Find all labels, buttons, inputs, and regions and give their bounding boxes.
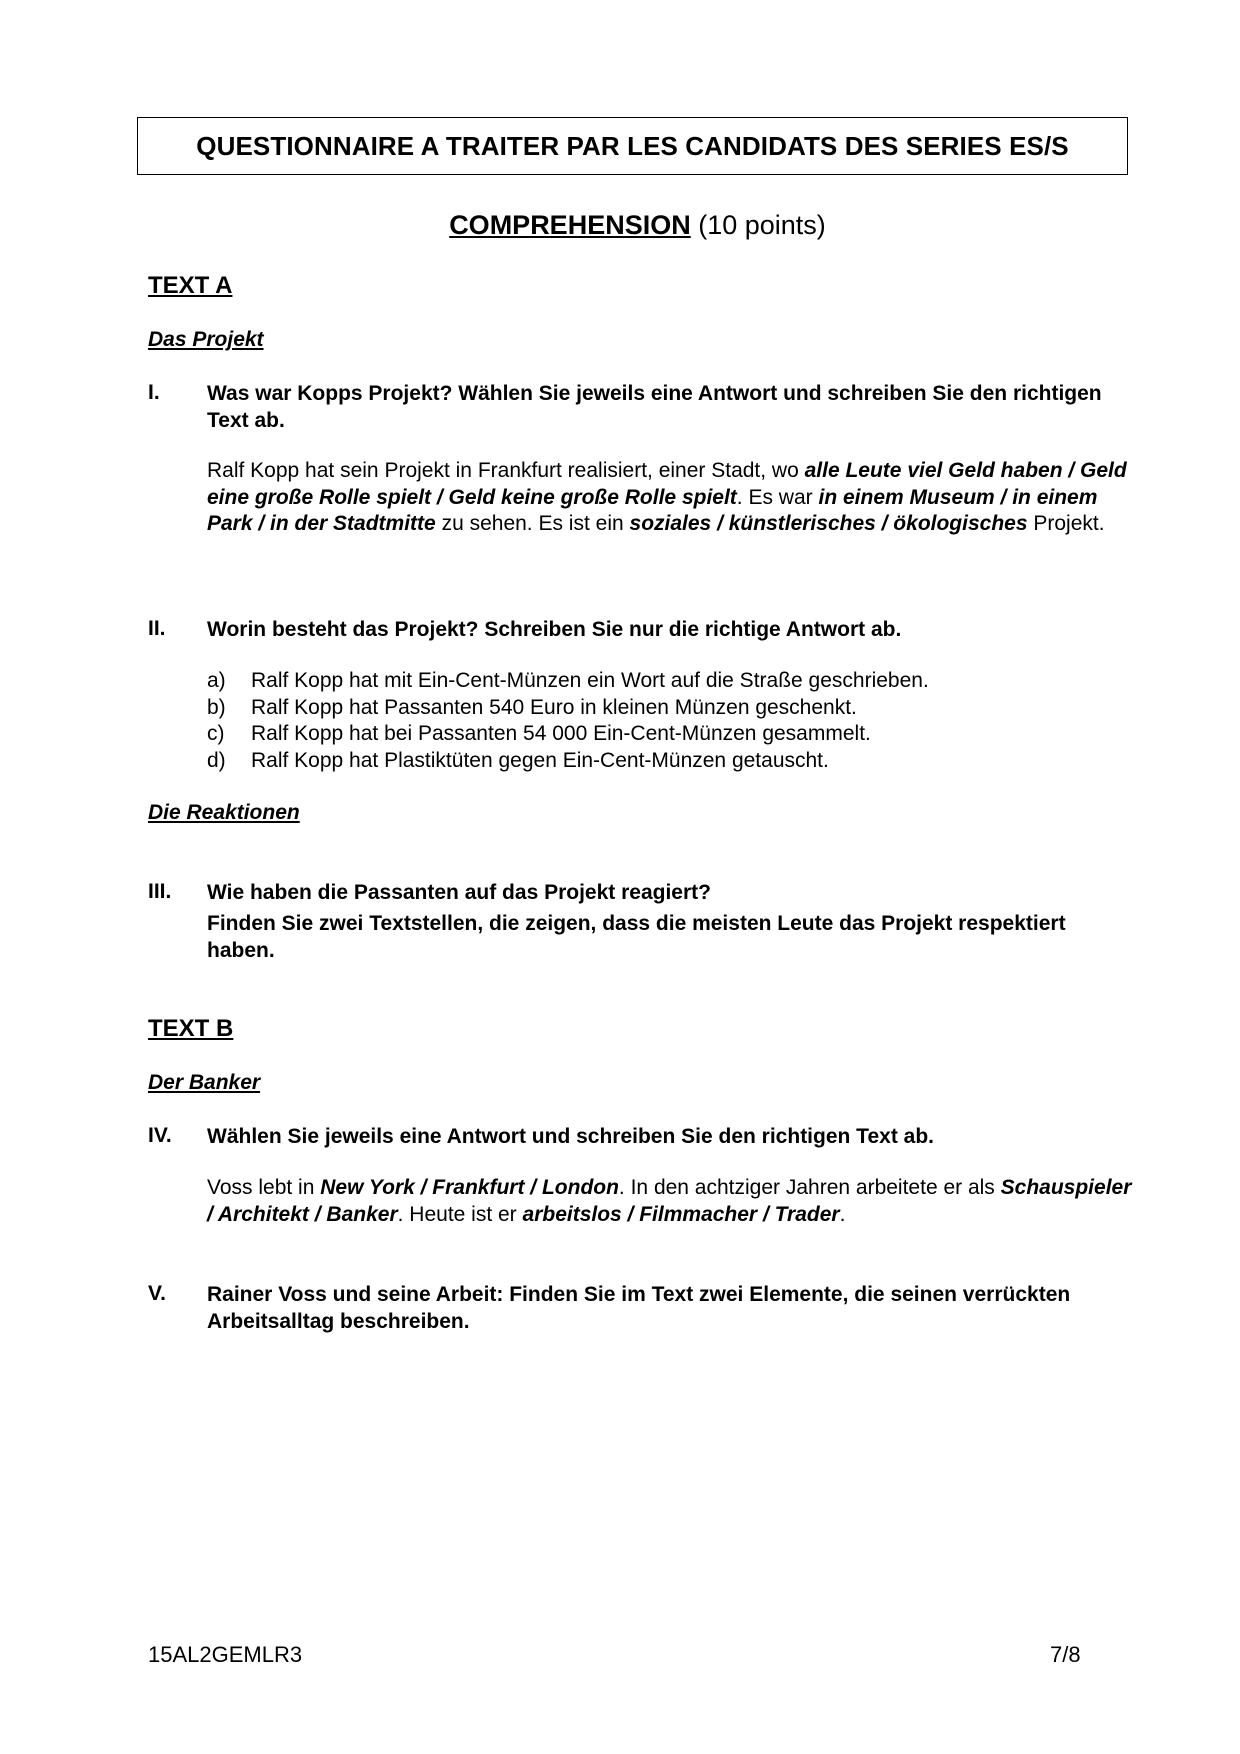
q1-text-part: zu sehen. Es ist ein [435, 512, 630, 535]
question-1-number: I. [148, 381, 160, 404]
question-4-number: IV. [148, 1124, 172, 1147]
question-3-line-2: Finden Sie zwei Textstellen, die zeigen, dass die meisten Leute das Projekt respektiert haben. [207, 912, 1066, 962]
option-a [207, 668, 929, 695]
q1-text-part: Ralf Kopp hat sein Projekt in Frankfurt realisiert, einer Stadt, wo [207, 459, 805, 482]
section-das-projekt: Das Projekt [148, 328, 264, 351]
comprehension-heading [0, 210, 1240, 241]
question-2-number: II. [148, 617, 166, 640]
option-letter: b) [207, 695, 226, 719]
question-2-text: Worin besteht das Projekt? Schreiben Sie nur die richtige Antwort ab. [207, 618, 902, 641]
section-die-reaktionen: Die Reaktionen [148, 801, 300, 824]
question-3-line-1: Wie haben die Passanten auf das Projekt reagiert? [207, 881, 711, 904]
comprehension-title: COMPREHENSION [449, 210, 691, 240]
option-text: Ralf Kopp hat Plastiktüten gegen Ein-Cent-Münzen getauscht. [251, 748, 829, 772]
question-1-text: Was war Kopps Projekt? Wählen Sie jeweils eine Antwort und schreiben Sie den richtigen Text ab. [207, 382, 1102, 432]
q4-text-part: . [839, 1202, 846, 1226]
q4-text-part: Voss lebt in [207, 1176, 321, 1199]
q1-options-2: in einem Museum / in einem Park / in der Stadtmitte [207, 485, 1098, 535]
q4-options-2: Schauspieler / Architekt / Banker [207, 1176, 1132, 1226]
text-b-title: TEXT B [148, 1015, 234, 1042]
q4-options-1: New York / Frankfurt / London [320, 1176, 619, 1199]
option-letter: c) [207, 722, 225, 745]
header-title: QUESTIONNAIRE A TRAITER PAR LES CANDIDATS DES SERIES ES/S [137, 117, 1128, 175]
question-1-paragraph [207, 458, 1137, 538]
q1-text-part: Projekt. [1027, 512, 1105, 535]
q4-text-part: . Heute ist er [397, 1202, 523, 1226]
q4-options-3: arbeitslos / Filmmacher / Trader [522, 1202, 840, 1226]
comprehension-points: (10 points) [690, 210, 826, 240]
q1-options-3: soziales / künstlerisches / ökologisches [629, 512, 1028, 535]
option-text: Ralf Kopp hat bei Passanten 54 000 Ein-Cent-Münzen gesammelt. [251, 722, 871, 745]
option-letter: d) [207, 748, 226, 772]
option-c [207, 721, 929, 748]
question-2-options [207, 668, 929, 774]
option-d [207, 748, 929, 775]
option-b [207, 695, 929, 722]
q1-options-1: alle Leute viel Geld haben / Geld eine große Rolle spielt / Geld keine große Rolle spielt [207, 459, 1127, 509]
q1-text-part: . Es war [736, 485, 819, 509]
question-5-text: Rainer Voss und seine Arbeit: Finden Sie im Text zwei Elemente, die seinen verrückten Arbeitsalltag beschreiben. [207, 1283, 1071, 1333]
footer-code: 15AL2GEMLR3 [148, 1642, 303, 1667]
q4-text-part: . In den achtziger Jahren arbeitete er als [618, 1176, 1001, 1199]
text-a-title: TEXT A [148, 272, 233, 299]
question-3-number: III. [148, 880, 172, 903]
section-der-banker: Der Banker [148, 1071, 261, 1094]
question-4-text: Wählen Sie jeweils eine Antwort und schreiben Sie den richtigen Text ab. [207, 1125, 934, 1148]
footer-page-number: 7/8 [1050, 1642, 1081, 1667]
question-4-paragraph [207, 1175, 1137, 1228]
option-text: Ralf Kopp hat mit Ein-Cent-Münzen ein Wort auf die Straße geschrieben. [251, 669, 929, 692]
option-letter: a) [207, 669, 226, 692]
option-text: Ralf Kopp hat Passanten 540 Euro in kleinen Münzen geschenkt. [251, 695, 857, 719]
question-5-number: V. [148, 1282, 166, 1305]
